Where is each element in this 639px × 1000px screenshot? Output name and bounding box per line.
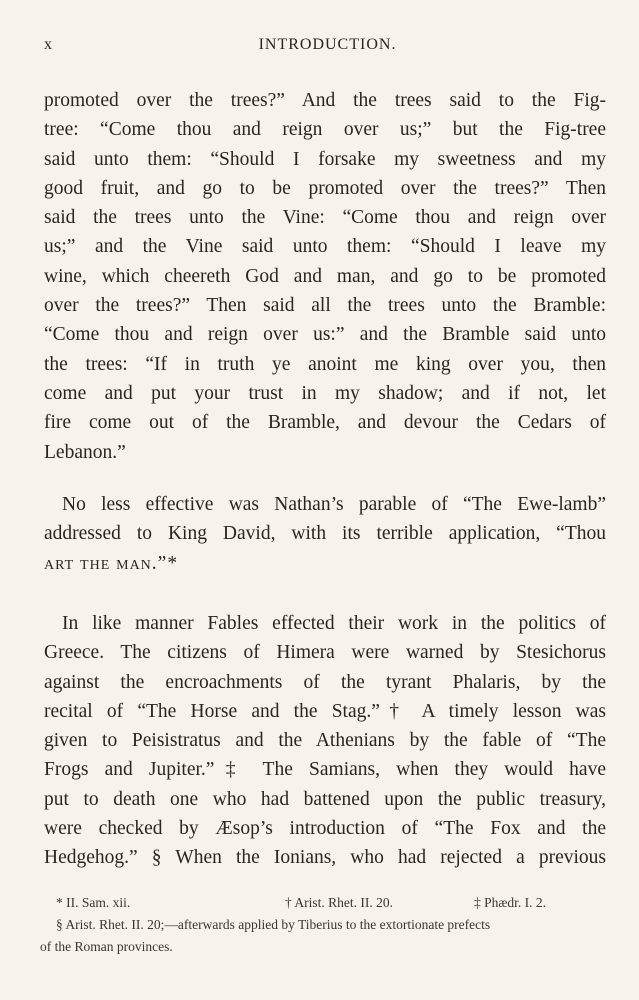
- page-number: x: [44, 36, 53, 53]
- footnote-row: [40, 892, 612, 914]
- text-line: over the trees?” Then said all the trees unto the Bramble:: [44, 295, 606, 317]
- text-line: promoted over the trees?” And the trees said to the Fig-: [44, 90, 606, 111]
- text-line: In like manner Fables effected their work in the politics of: [62, 613, 606, 634]
- footnote-1: * II. Sam. xii.: [56, 895, 131, 910]
- footnote-2: † Arist. Rhet. II. 20.: [285, 895, 393, 910]
- text-line: wine, which cheereth God and man, and go to be promoted: [44, 265, 606, 287]
- paragraph-3: [44, 609, 606, 873]
- footnote-4-line-1: § Arist. Rhet. II. 20;—afterwards applied by Tiberius to the extortionate prefects: [56, 917, 491, 932]
- text-line: “Come thou and reign over us:” and the Bramble said unto: [44, 324, 606, 346]
- text-line: No less effective was Nathan’s parable of “The Ewe-lamb”: [62, 494, 606, 515]
- footnotes: [40, 892, 612, 958]
- text-line: us;” and the Vine said unto them: “Should I leave my: [44, 236, 606, 258]
- text-line: the trees: “If in truth ye anoint me king over you, then: [44, 353, 606, 375]
- text-line: art the man.”*: [44, 552, 179, 574]
- text-line: put to death one who had battened upon the public treasury,: [44, 788, 606, 810]
- paragraph-2: [44, 490, 606, 578]
- text-line: fire come out of the Bramble, and devour the Cedars of: [44, 412, 606, 434]
- text-line: addressed to King David, with its terrible application, “Thou: [44, 523, 606, 545]
- text-line: against the encroachments of the tyrant Phalaris, by the: [44, 671, 606, 693]
- footnote-3: ‡ Phædr. I. 2.: [474, 895, 547, 910]
- running-title: INTRODUCTION.: [258, 36, 397, 53]
- text-line: said the trees unto the Vine: “Come thou and reign over: [44, 207, 606, 229]
- text-line: said unto them: “Should I forsake my sweetness and my: [44, 148, 606, 170]
- text-line: Hedgehog.” § When the Ionians, who had rejected a previous: [44, 847, 606, 869]
- text-line: Lebanon.”: [44, 441, 126, 463]
- text-line: Frogs and Jupiter.”‡ The Samians, when they would have: [44, 759, 606, 781]
- text-line: Greece. The citizens of Himera were warned by Stesichorus: [44, 642, 606, 664]
- text-line: given to Peisistratus and the Athenians by the fable of “The: [44, 730, 606, 752]
- text-line: tree: “Come thou and reign over us;” but the Fig-tree: [44, 119, 606, 141]
- text-line: were checked by Æsop’s introduction of “The Fox and the: [44, 818, 606, 840]
- paragraph-1: [44, 86, 606, 467]
- text-line: come and put your trust in my shadow; and if not, let: [44, 382, 606, 404]
- footnote-4-line-2: of the Roman provinces.: [40, 939, 173, 954]
- page-header: [44, 36, 611, 60]
- text-line: good fruit, and go to be promoted over the trees?” Then: [44, 177, 606, 199]
- text-line: recital of “The Horse and the Stag.”† A timely lesson was: [44, 700, 606, 722]
